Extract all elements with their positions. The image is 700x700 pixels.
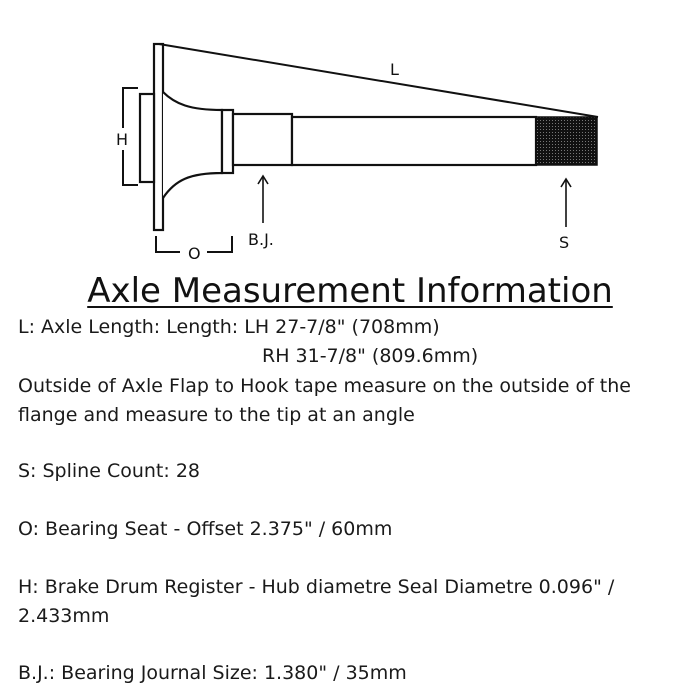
spline-count-line: S: Spline Count: 28 (18, 460, 200, 482)
axle-shaft (140, 44, 536, 230)
bj-arrow (258, 176, 268, 223)
brake-drum-line-2: 2.433mm (18, 605, 110, 627)
label-s: S (559, 233, 570, 252)
bearing-seat-line: O: Bearing Seat - Offset 2.375" / 60mm (18, 518, 393, 540)
length-instruction-line-1: Outside of Axle Flap to Hook tape measure on the outside of the (18, 375, 631, 397)
axle-length-rh-line: RH 31-7/8" (809.6mm) (262, 345, 479, 367)
label-bj: B.J. (248, 230, 274, 249)
brake-drum-line-1: H: Brake Drum Register - Hub diametre Seal Diametre 0.096" / (18, 576, 615, 598)
length-instruction-line-2: flange and measure to the tip at an angle (18, 404, 415, 426)
axle-diagram (0, 0, 700, 265)
page-title: Axle Measurement Information (87, 271, 613, 311)
length-dimension (159, 44, 598, 117)
axle-length-line: L: Axle Length: Length: LH 27-7/8" (708mm) (18, 316, 440, 338)
s-arrow (561, 179, 571, 227)
bearing-journal-line: B.J.: Bearing Journal Size: 1.380" / 35mm (18, 662, 407, 684)
label-h: H (116, 130, 129, 149)
spline-section (536, 117, 597, 165)
label-o: O (188, 244, 201, 263)
label-l: L (390, 60, 399, 79)
